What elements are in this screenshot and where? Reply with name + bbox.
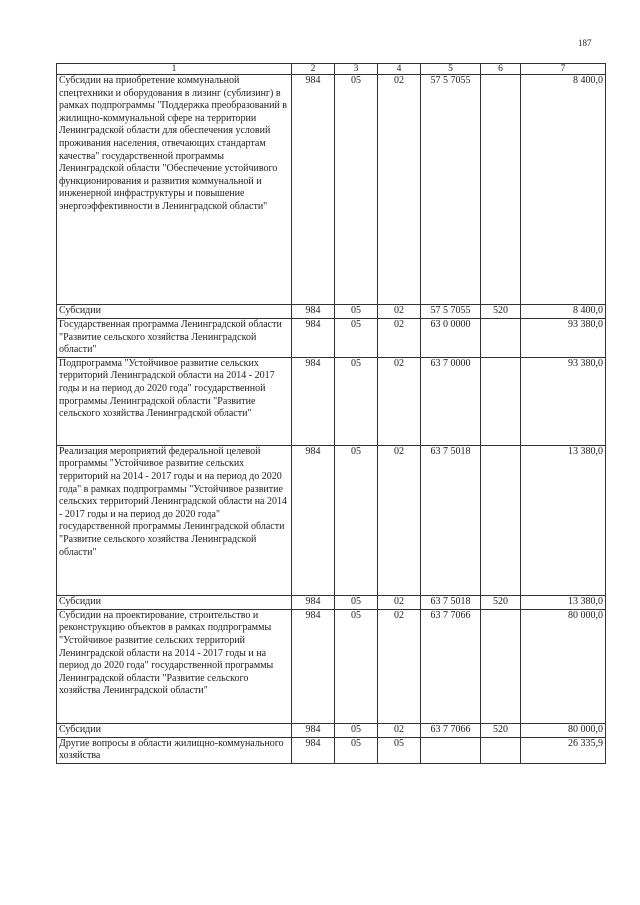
cell-expense-type [481,609,521,723]
cell-name: Реализация мероприятий федеральной целевой программы "Устойчивое развитие сельских территорий на 2014 - 2017 годы и на период до 2020 года" в рамках подпрограммы "Устойчивое развитие сельских территорий Ленинградской области на 2014 - 2017 годы и на период до 2020 года" государственной программы Ленинградской области "Развитие сельского хозяйства Ленинградской области" [57,445,292,595]
cell-ministry-code: 984 [292,305,335,319]
cell-expense-type [481,75,521,305]
cell-target-article: 63 7 7066 [421,723,481,737]
cell-section-code: 05 [335,75,378,305]
cell-section-code: 05 [335,357,378,445]
cell-subsection-code: 02 [378,609,421,723]
cell-target-article: 63 7 7066 [421,609,481,723]
cell-amount: 80 000,0 [521,723,606,737]
cell-expense-type: 520 [481,305,521,319]
header-col-5: 5 [421,64,481,75]
cell-name: Субсидии [57,723,292,737]
cell-subsection-code: 02 [378,595,421,609]
cell-section-code: 05 [335,445,378,595]
header-col-1: 1 [57,64,292,75]
cell-expense-type [481,319,521,358]
header-col-3: 3 [335,64,378,75]
cell-ministry-code: 984 [292,723,335,737]
cell-target-article: 63 0 0000 [421,319,481,358]
table-row [57,737,606,763]
cell-amount: 13 380,0 [521,445,606,595]
cell-target-article: 63 7 0000 [421,357,481,445]
cell-section-code: 05 [335,305,378,319]
cell-ministry-code: 984 [292,737,335,763]
cell-name: Государственная программа Ленинградской области "Развитие сельского хозяйства Ленинградской области" [57,319,292,358]
cell-amount: 26 335,9 [521,737,606,763]
cell-ministry-code: 984 [292,445,335,595]
table-row [57,595,606,609]
cell-section-code: 05 [335,319,378,358]
table-header [57,64,606,75]
budget-table [56,63,606,764]
header-col-2: 2 [292,64,335,75]
cell-expense-type [481,445,521,595]
cell-name: Субсидии [57,595,292,609]
cell-section-code: 05 [335,737,378,763]
cell-section-code: 05 [335,723,378,737]
cell-section-code: 05 [335,595,378,609]
cell-target-article: 57 5 7055 [421,305,481,319]
cell-amount: 8 400,0 [521,305,606,319]
table-row [57,305,606,319]
table-row [57,357,606,445]
table-row [57,609,606,723]
cell-target-article [421,737,481,763]
cell-target-article: 63 7 5018 [421,445,481,595]
cell-name: Подпрограмма "Устойчивое развитие сельских территорий Ленинградской области на 2014 - 2017 годы и на период до 2020 года" государственной программы Ленинградской области "Развитие сельского хозяйства Ленинградской области" [57,357,292,445]
cell-amount: 80 000,0 [521,609,606,723]
cell-ministry-code: 984 [292,609,335,723]
cell-amount: 8 400,0 [521,75,606,305]
cell-expense-type: 520 [481,723,521,737]
table-row [57,445,606,595]
header-row [57,64,606,75]
table-row [57,75,606,305]
cell-name: Субсидии на проектирование, строительство и реконструкцию объектов в рамках подпрограммы "Устойчивое развитие сельских территорий Ленинградской области на 2014 - 2017 годы и на период до 2020 года" государственной программы Ленинградской области "Развитие сельского хозяйства Ленинградской области" [57,609,292,723]
cell-subsection-code: 02 [378,75,421,305]
cell-amount: 13 380,0 [521,595,606,609]
page-number: 187 [578,38,592,48]
cell-subsection-code: 02 [378,357,421,445]
cell-ministry-code: 984 [292,75,335,305]
cell-name: Субсидии [57,305,292,319]
cell-expense-type [481,357,521,445]
table-row [57,319,606,358]
header-col-7: 7 [521,64,606,75]
cell-subsection-code: 02 [378,723,421,737]
cell-name: Субсидии на приобретение коммунальной спецтехники и оборудования в лизинг (сублизинг) в рамках подпрограммы "Поддержка преобразований в жилищно-коммунальной сфере на территории Ленинградской области для обеспечения условий проживания населения, отвечающих стандартам качества" государственной программы Ленинградской области "Обеспечение устойчивого функционирования и развития коммунальной и инженерной инфраструктуры и повышение энергоэффективности в Ленинградской области" [57,75,292,305]
table-body [57,75,606,764]
header-col-4: 4 [378,64,421,75]
cell-ministry-code: 984 [292,319,335,358]
cell-expense-type: 520 [481,595,521,609]
cell-subsection-code: 02 [378,445,421,595]
cell-amount: 93 380,0 [521,319,606,358]
cell-ministry-code: 984 [292,595,335,609]
cell-subsection-code: 05 [378,737,421,763]
cell-section-code: 05 [335,609,378,723]
cell-name: Другие вопросы в области жилищно-коммунального хозяйства [57,737,292,763]
header-col-6: 6 [481,64,521,75]
cell-target-article: 57 5 7055 [421,75,481,305]
table-row [57,723,606,737]
cell-subsection-code: 02 [378,305,421,319]
cell-subsection-code: 02 [378,319,421,358]
cell-expense-type [481,737,521,763]
cell-ministry-code: 984 [292,357,335,445]
cell-target-article: 63 7 5018 [421,595,481,609]
cell-amount: 93 380,0 [521,357,606,445]
